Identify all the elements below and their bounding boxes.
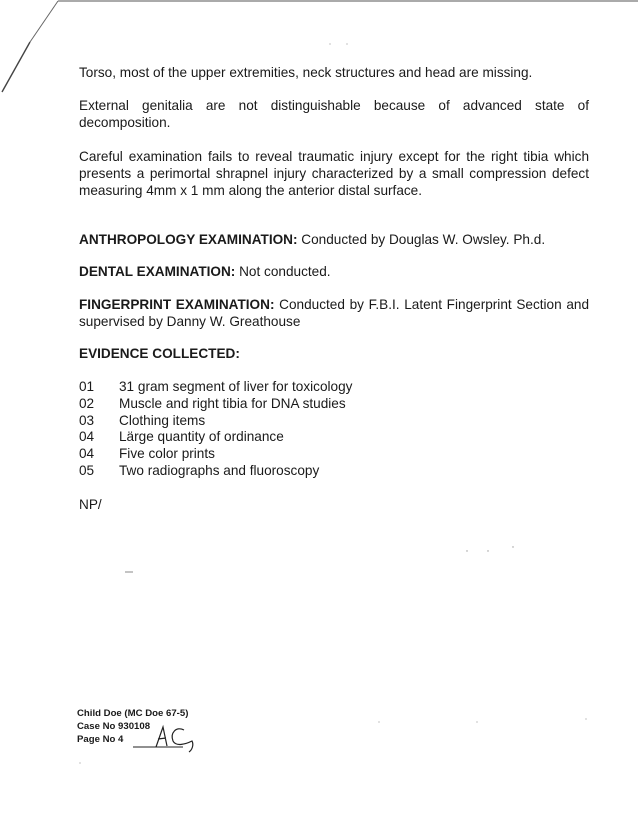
evidence-item <box>79 379 352 396</box>
evidence-code: 02 <box>79 395 95 411</box>
anthropology-section <box>79 231 589 248</box>
evidence-description: Two radiographs and fluoroscopy <box>119 462 320 478</box>
evidence-item <box>79 396 352 413</box>
evidence-description: 31 gram segment of liver for toxicology <box>119 379 353 394</box>
evidence-code: 01 <box>79 379 95 394</box>
evidence-code: 04 <box>79 429 95 445</box>
typist-initials: NP/ <box>79 497 102 512</box>
evidence-item <box>79 413 352 430</box>
evidence-heading: EVIDENCE COLLECTED: <box>79 346 240 361</box>
fingerprint-section <box>79 296 589 330</box>
evidence-item <box>79 463 352 480</box>
scan-fold-line-lower <box>2 42 30 92</box>
anthropology-label: ANTHROPOLOGY EXAMINATION: <box>79 232 298 247</box>
footer-case-name: Child Doe (MC Doe 67-5) <box>77 708 189 719</box>
fingerprint-value: Conducted by F.B.I. Latent Fingerprint Section and supervised by Danny W. Greathouse <box>79 297 590 329</box>
evidence-list <box>79 379 352 480</box>
evidence-code: 04 <box>79 446 95 462</box>
evidence-description: Lärge quantity of ordinance <box>119 429 284 445</box>
footer-page-number: Page No 4 <box>77 734 124 745</box>
evidence-description: Muscle and right tibia for DNA studies <box>119 395 346 411</box>
fingerprint-label: FINGERPRINT EXAMINATION: <box>79 297 275 312</box>
document-footer <box>77 707 188 746</box>
evidence-item <box>79 446 352 463</box>
footer-case-number: Case No 930108 <box>77 721 151 732</box>
paragraph-genitalia: External genitalia are not distinguishable because of advanced state of decomposition. <box>79 98 589 130</box>
evidence-description: Clothing items <box>119 412 206 428</box>
evidence-item <box>79 429 352 446</box>
scan-fold-line <box>30 1 58 42</box>
evidence-description: Five color prints <box>119 446 215 462</box>
dental-section <box>79 263 589 280</box>
paragraph-torso: Torso, most of the upper extremities, neck structures and head are missing. <box>79 65 533 80</box>
evidence-code: 03 <box>79 412 95 428</box>
anthropology-value: Conducted by Douglas W. Owsley. Ph.d. <box>301 232 546 247</box>
evidence-code: 05 <box>79 462 95 478</box>
paragraph-examination: Careful examination fails to reveal traumatic injury except for the right tibia which presents a perimortal shrapnel injury characterized by a small compression defect measuring 4mm x 1 mm along the anterior distal surface. <box>79 149 589 198</box>
dental-label: DENTAL EXAMINATION: <box>79 264 236 279</box>
dental-value: Not conducted. <box>239 264 331 279</box>
